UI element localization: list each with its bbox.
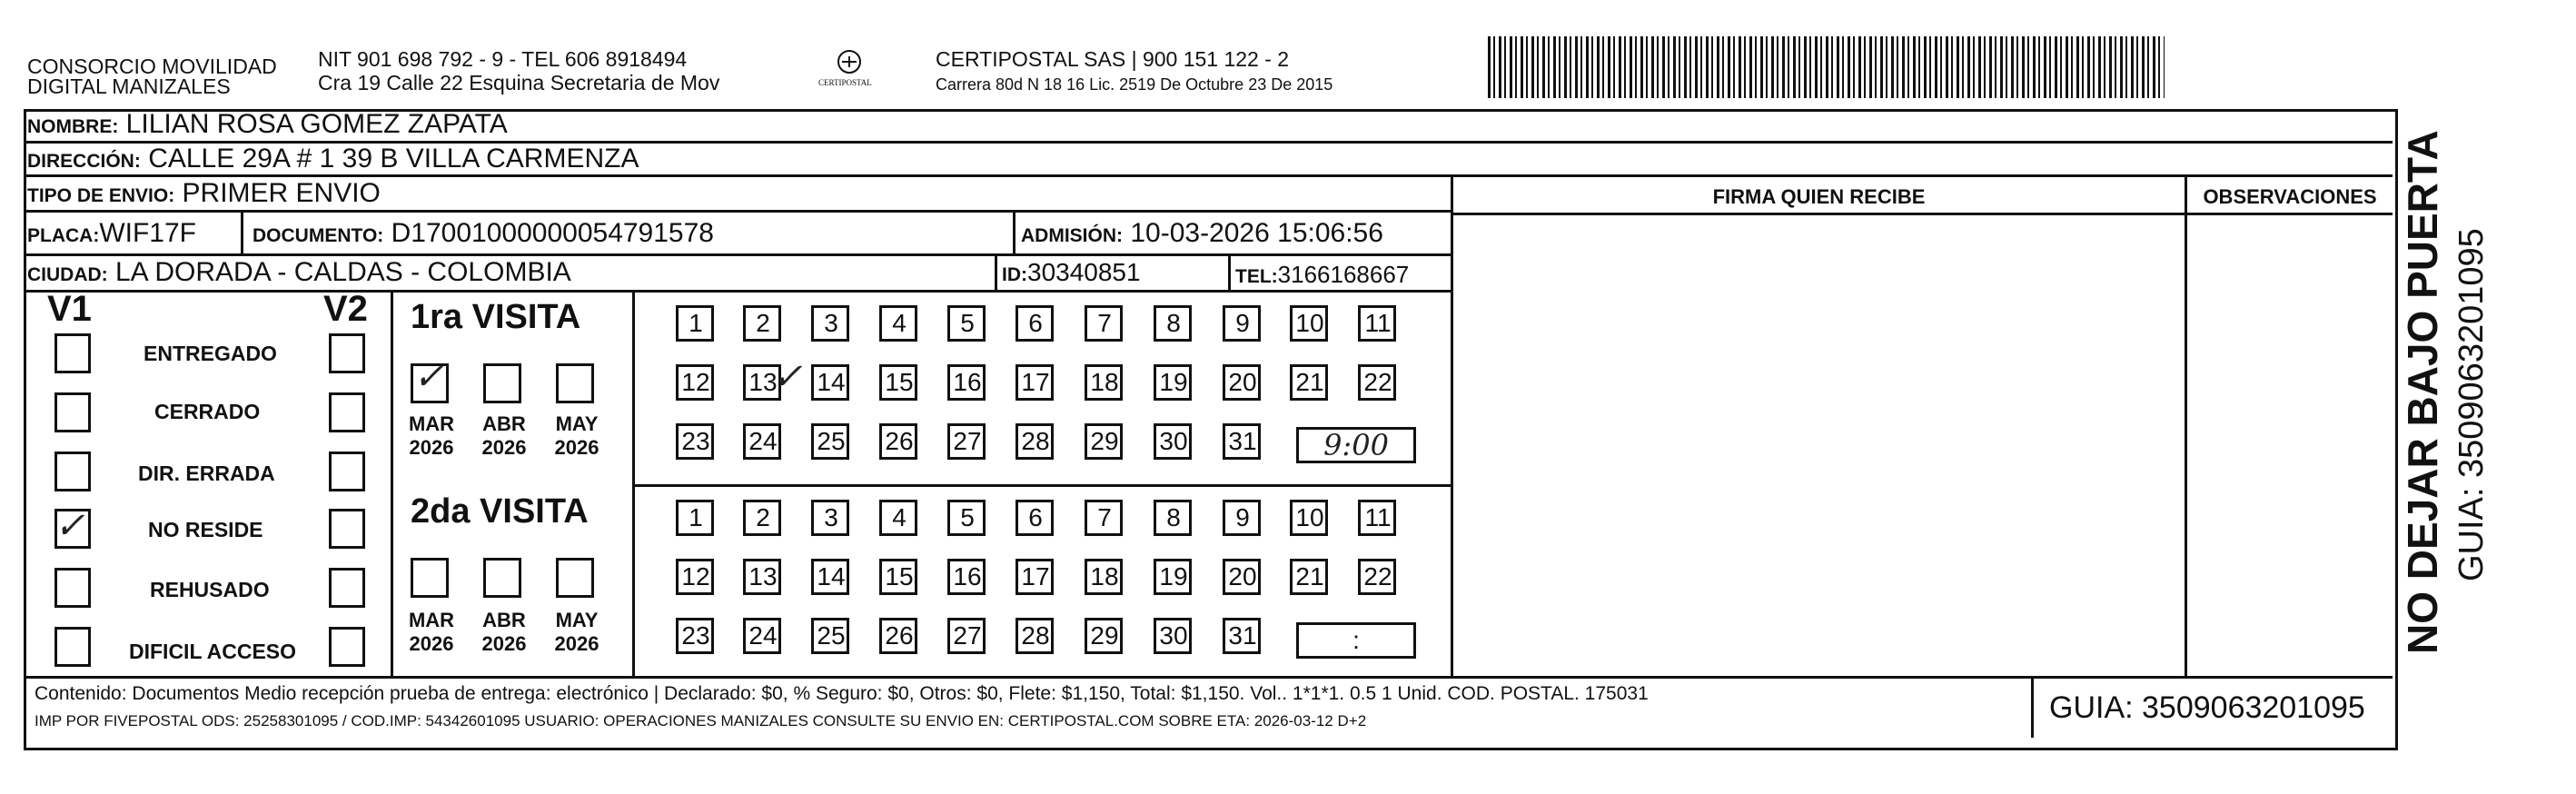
visit1-day-box[interactable]: 12 xyxy=(676,364,714,401)
month-year: 2026 xyxy=(554,632,599,655)
certipostal-logo xyxy=(818,44,877,98)
visit1-day-box[interactable]: 31 xyxy=(1223,423,1261,460)
carrier-line2: Carrera 80d N 18 16 Lic. 2519 De Octubre 23 De 2015 xyxy=(936,75,1333,94)
firma-header: FIRMA QUIEN RECIBE xyxy=(1712,185,1926,208)
visit2-day-box[interactable]: 25 xyxy=(811,618,849,654)
nombre-row xyxy=(27,109,508,143)
direccion-row xyxy=(27,144,639,177)
divider xyxy=(2031,676,2034,738)
visit2-day-box[interactable]: 5 xyxy=(947,500,986,536)
visit1-month-label xyxy=(400,412,463,460)
visit2-day-box[interactable]: 16 xyxy=(947,559,986,595)
placa-label: PLACA: xyxy=(27,225,100,246)
v1-dir-errada-checkbox[interactable] xyxy=(54,452,91,491)
placa-value: WIF17F xyxy=(99,218,196,248)
visit2-day-box[interactable]: 12 xyxy=(676,559,714,595)
v2-dificil-acceso-checkbox[interactable] xyxy=(329,627,365,667)
visit1-day-box[interactable]: 17 xyxy=(1016,364,1054,401)
visit2-day-box[interactable]: 27 xyxy=(947,618,986,654)
placa-cell xyxy=(27,218,196,252)
address-line: Cra 19 Calle 22 Esquina Secretaria de Mov xyxy=(318,71,720,94)
side-warning-text: NO DEJAR BAJO PUERTA xyxy=(2399,130,2446,654)
visit2-day-box[interactable]: 20 xyxy=(1223,559,1261,595)
visit2-day-box[interactable]: 23 xyxy=(676,618,714,654)
handwritten-check-mark: ✓ xyxy=(54,505,85,547)
visit1-day-box[interactable]: 14 xyxy=(811,364,849,401)
ciudad-label: CIUDAD: xyxy=(27,264,108,285)
admision-label: ADMISIÓN: xyxy=(1021,225,1123,246)
month-name: MAY xyxy=(555,609,599,631)
month-year: 2026 xyxy=(481,436,527,459)
visit2-day-box[interactable]: 8 xyxy=(1154,500,1192,536)
visit1-day-box[interactable]: 15 xyxy=(879,364,917,401)
tipo-envio-label: TIPO DE ENVIO: xyxy=(27,185,175,206)
divider xyxy=(632,484,1451,487)
direccion-value: CALLE 29A # 1 39 B VILLA CARMENZA xyxy=(148,144,639,174)
visit1-day-box[interactable]: 3 xyxy=(811,305,849,342)
visit2-day-box[interactable]: 14 xyxy=(811,559,849,595)
v2-dir-errada-checkbox[interactable] xyxy=(329,452,365,491)
visit1-day-box[interactable]: 29 xyxy=(1085,423,1123,460)
month-name: ABR xyxy=(482,412,526,435)
admision-cell xyxy=(1021,218,1383,252)
visit1-month-label xyxy=(545,412,609,460)
visit1-day-box[interactable]: 13 xyxy=(743,364,781,401)
tel-cell xyxy=(1235,259,1409,293)
nombre-label: NOMBRE: xyxy=(27,116,119,137)
visit1-day-box[interactable]: 23 xyxy=(676,423,714,460)
visit2-month-label xyxy=(472,609,536,656)
visit1-day-box[interactable]: 1 xyxy=(676,305,714,342)
logo-text: CERTIPOSTAL xyxy=(818,78,872,87)
status-no-reside: NO RESIDE xyxy=(148,518,263,541)
month-year: 2026 xyxy=(409,632,454,655)
visit1-day-box[interactable]: 10 xyxy=(1290,305,1328,342)
divider xyxy=(2185,174,2187,676)
nombre-value: LILIAN ROSA GOMEZ ZAPATA xyxy=(125,109,508,139)
visit2-day-box[interactable]: 11 xyxy=(1358,500,1396,536)
visit1-day-box[interactable]: 16 xyxy=(947,364,986,401)
v2-no-reside-checkbox[interactable] xyxy=(329,509,365,549)
footer-print-info: IMP POR FIVEPOSTAL ODS: 25258301095 / COD.IMP: 54342601095 USUARIO: OPERACIONES MANIZALES CONSULTE SU ENVIO EN: CERTIPOSTAL.COM SOBRE ETA: 2026-03-12 D+2 xyxy=(35,712,1367,729)
v1-cerrado-checkbox[interactable] xyxy=(54,392,91,432)
status-cerrado: CERRADO xyxy=(154,400,261,423)
side-guia-text: GUIA: 3509063201095 xyxy=(2452,228,2491,581)
visit2-day-box[interactable]: 3 xyxy=(811,500,849,536)
divider xyxy=(24,253,1451,256)
visit2-day-box[interactable]: 6 xyxy=(1016,500,1054,536)
divider xyxy=(995,253,997,290)
visit1-day-box[interactable]: 27 xyxy=(947,423,986,460)
visit2-day-box[interactable]: 19 xyxy=(1154,559,1192,595)
company-name-line2: DIGITAL MANIZALES xyxy=(27,74,231,98)
visit2-day-box[interactable]: 7 xyxy=(1085,500,1123,536)
visit2-day-box[interactable]: 17 xyxy=(1016,559,1054,595)
visit1-day-box[interactable]: 5 xyxy=(947,305,986,342)
month-year: 2026 xyxy=(481,632,527,655)
visit2-day-box[interactable]: 2 xyxy=(743,500,781,536)
tel-value: 3166168667 xyxy=(1277,261,1410,288)
visit2-day-box[interactable]: 15 xyxy=(879,559,917,595)
admision-value: 10-03-2026 15:06:56 xyxy=(1130,218,1383,248)
visit1-day-box[interactable]: 11 xyxy=(1358,305,1396,342)
handwritten-check-mark: ✓ xyxy=(413,356,444,398)
v1-label: V1 xyxy=(47,289,92,329)
month-name: MAY xyxy=(555,412,599,435)
visit2-month-may-checkbox[interactable] xyxy=(556,558,594,598)
visit2-day-box[interactable]: 28 xyxy=(1016,618,1054,654)
second-visit-title: 2da VISITA xyxy=(411,492,589,531)
documento-cell xyxy=(253,218,714,252)
visit1-day-box[interactable]: 21 xyxy=(1290,364,1328,401)
month-name: MAR xyxy=(408,412,455,435)
v2-entregado-checkbox[interactable] xyxy=(329,333,365,373)
visit1-day-box[interactable]: 2 xyxy=(743,305,781,342)
visit1-month-label xyxy=(472,412,536,460)
tipo-envio-value: PRIMER ENVIO xyxy=(182,178,381,208)
visit2-day-box[interactable]: 22 xyxy=(1358,559,1396,595)
divider xyxy=(1228,253,1231,290)
visit1-day-box[interactable]: 19 xyxy=(1154,364,1192,401)
visit2-time-box[interactable]: : xyxy=(1296,622,1416,659)
visit1-day-box[interactable]: 20 xyxy=(1223,364,1261,401)
visit2-month-label xyxy=(400,609,463,656)
visit2-day-box[interactable]: 31 xyxy=(1223,618,1261,654)
tel-label: TEL: xyxy=(1235,266,1278,287)
visit1-day-box[interactable]: 24 xyxy=(743,423,781,460)
v1-entregado-checkbox[interactable] xyxy=(54,333,91,373)
visit1-month-may-checkbox[interactable] xyxy=(556,363,594,403)
visit2-month-label xyxy=(545,609,609,656)
nit-line: NIT 901 698 792 - 9 - TEL 606 8918494 xyxy=(318,47,688,71)
divider xyxy=(241,210,243,253)
visit2-month-mar-checkbox[interactable] xyxy=(411,558,449,598)
guia-number: GUIA: 3509063201095 xyxy=(2049,690,2365,725)
visit2-day-box[interactable]: 18 xyxy=(1085,559,1123,595)
divider xyxy=(391,290,393,676)
ciudad-cell xyxy=(27,257,571,291)
month-year: 2026 xyxy=(409,436,454,459)
first-visit-title: 1ra VISITA xyxy=(411,298,581,336)
direccion-label: DIRECCIÓN: xyxy=(27,151,141,172)
visit1-day-box[interactable]: 30 xyxy=(1154,423,1192,460)
visit2-day-box[interactable]: 10 xyxy=(1290,500,1328,536)
status-rehusado: REHUSADO xyxy=(150,578,270,601)
visit2-day-box[interactable]: 26 xyxy=(879,618,917,654)
divider xyxy=(1013,210,1016,253)
observaciones-header: OBSERVACIONES xyxy=(2203,185,2377,208)
visit2-day-box[interactable]: 13 xyxy=(743,559,781,595)
company-name-line1: CONSORCIO MOVILIDAD xyxy=(27,55,277,78)
visit1-day-box[interactable]: 25 xyxy=(811,423,849,460)
visit2-day-box[interactable]: 30 xyxy=(1154,618,1192,654)
divider xyxy=(632,290,635,676)
visit2-day-box[interactable]: 4 xyxy=(879,500,917,536)
visit2-day-box[interactable]: 21 xyxy=(1290,559,1328,595)
ciudad-value: LA DORADA - CALDAS - COLOMBIA xyxy=(115,257,571,287)
visit2-month-abr-checkbox[interactable] xyxy=(483,558,521,598)
v1-dificil-acceso-checkbox[interactable] xyxy=(54,627,91,667)
visit1-day-box[interactable]: 8 xyxy=(1154,305,1192,342)
divider xyxy=(1451,213,2393,215)
v1-rehusado-checkbox[interactable] xyxy=(54,568,91,608)
status-dificil-acceso: DIFICIL ACCESO xyxy=(129,640,297,663)
month-name: MAR xyxy=(408,609,455,631)
id-value: 30340851 xyxy=(1027,258,1141,286)
v2-label: V2 xyxy=(323,289,368,329)
tipo-envio-row xyxy=(27,178,381,212)
documento-label: DOCUMENTO: xyxy=(253,225,384,246)
carrier-line1: CERTIPOSTAL SAS | 900 151 122 - 2 xyxy=(936,47,1290,71)
id-label: ID: xyxy=(1002,264,1027,285)
visit1-day-box[interactable]: 26 xyxy=(879,423,917,460)
divider xyxy=(24,676,2393,679)
month-name: ABR xyxy=(482,609,526,631)
visit1-time-value: 9:00 xyxy=(1323,428,1389,462)
visit1-month-abr-checkbox[interactable] xyxy=(483,363,521,403)
status-entregado: ENTREGADO xyxy=(144,342,277,365)
visit2-day-box[interactable]: 24 xyxy=(743,618,781,654)
visit1-day-box[interactable]: 7 xyxy=(1085,305,1123,342)
id-cell xyxy=(1002,257,1141,291)
visit1-day-box[interactable]: 4 xyxy=(879,305,917,342)
v2-rehusado-checkbox[interactable] xyxy=(329,568,365,608)
visit2-day-box[interactable]: 9 xyxy=(1223,500,1261,536)
visit1-day-box[interactable]: 22 xyxy=(1358,364,1396,401)
v2-cerrado-checkbox[interactable] xyxy=(329,392,365,432)
barcode xyxy=(1488,36,2165,98)
visit2-day-box[interactable]: 1 xyxy=(676,500,714,536)
visit1-day-box[interactable]: 18 xyxy=(1085,364,1123,401)
handwritten-check-mark: ✓ xyxy=(772,356,803,398)
visit2-day-box[interactable]: 29 xyxy=(1085,618,1123,654)
divider xyxy=(1451,174,1453,676)
visit1-day-box[interactable]: 6 xyxy=(1016,305,1054,342)
month-year: 2026 xyxy=(554,436,599,459)
visit1-day-box[interactable]: 28 xyxy=(1016,423,1054,460)
footer-contents: Contenido: Documentos Medio recepción prueba de entrega: electrónico | Declarado: $0, % Seguro: $0, Otros: $0, Flete: $1,150, Total: $1,150. Vol.. 1*1*1. 0.5 1 Unid. COD. POSTAL. 175031 xyxy=(35,683,1649,704)
status-dir-errada: DIR. ERRADA xyxy=(138,462,275,485)
visit1-time-box[interactable] xyxy=(1296,427,1416,463)
visit1-day-box[interactable]: 9 xyxy=(1223,305,1261,342)
documento-value: D17001000000054791578 xyxy=(391,218,714,248)
